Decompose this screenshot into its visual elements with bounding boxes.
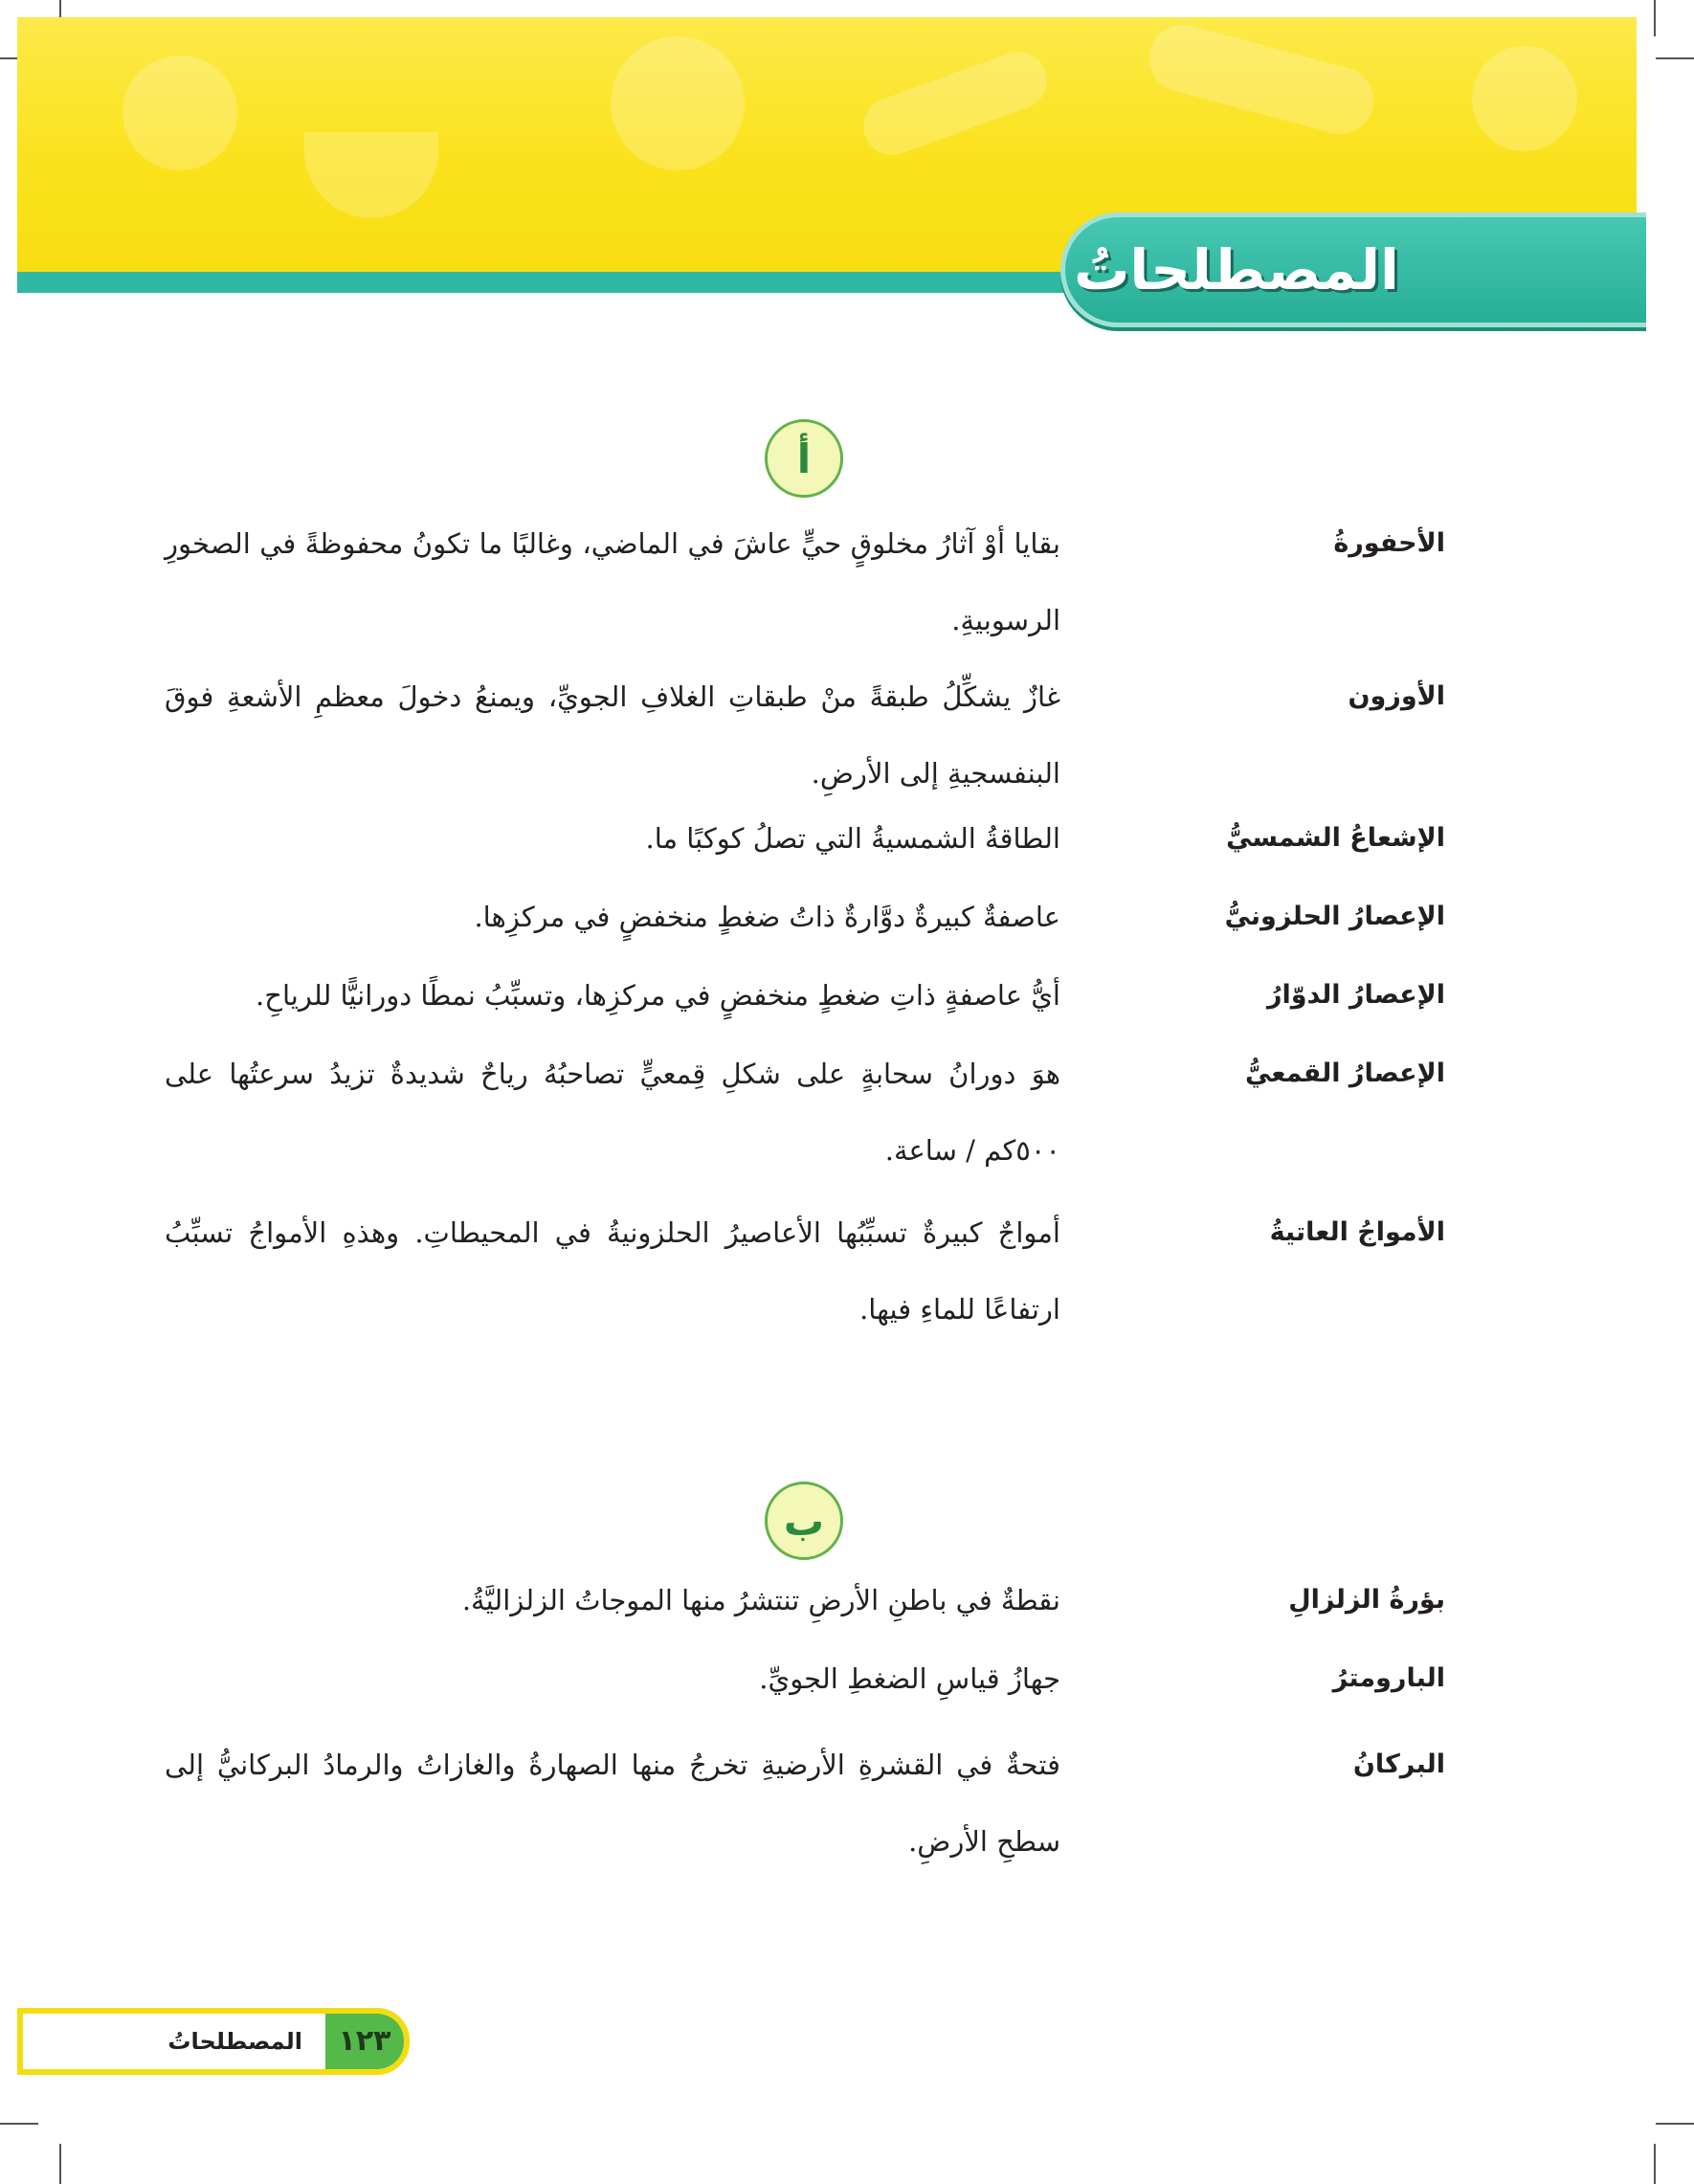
header-decoration (611, 36, 745, 170)
glossary-definition: بقايا أوْ آثارُ مخلوقٍ حيٍّ عاشَ في الماضي، وغالبًا ما تكونُ محفوظةً في الصخورِ الرسوبيةِ. (165, 527, 1060, 636)
header-decoration (856, 44, 1055, 164)
crop-mark (1654, 0, 1656, 36)
glossary-definition: الطاقةُ الشمسيةُ التي تصلُ كوكبًا ما. (645, 822, 1060, 855)
glossary-term: البارومترُ (1332, 1663, 1445, 1693)
page-number: ١٢٣ (325, 2014, 404, 2069)
footer-label: المصطلحاتُ (167, 2028, 302, 2055)
glossary-definition: جهازُ قياسِ الضغطِ الجويِّ. (759, 1662, 1060, 1695)
crop-mark (1656, 57, 1694, 59)
glossary-definition: هوَ دورانُ سحابةٍ على شكلِ قِمعيٍّ تصاحبُهُ رياحٌ شديدةٌ تزيدُ سرعتُها على ٥٠٠كم / ساعة. (165, 1058, 1060, 1167)
glossary-term: الإشعاعُ الشمسيُّ (1226, 823, 1445, 853)
crop-mark (1656, 2123, 1694, 2125)
glossary-term: الأوزون (1348, 681, 1445, 711)
crop-mark (59, 2144, 61, 2184)
section-letter-circle: أ (765, 419, 843, 498)
glossary-term: الأحفورةُ (1333, 528, 1445, 558)
glossary-term: بؤرةُ الزلزالِ (1288, 1585, 1445, 1615)
page-title: المصطلحاتُ (1074, 237, 1399, 302)
crop-mark (0, 2123, 38, 2125)
glossary-term: البركانُ (1352, 1749, 1445, 1779)
glossary-definition: غازٌ يشكِّلُ طبقةً منْ طبقاتِ الغلافِ الجويِّ، ويمنعُ دخولَ معظمِ الأشعةِ فوقَ البنفسجيةِ إلى الأرضِ. (165, 680, 1060, 790)
header-decoration (123, 56, 237, 170)
glossary-definition: عاصفةٌ كبيرةٌ دوَّارةٌ ذاتُ ضغطٍ منخفضٍ في مركزِها. (474, 901, 1060, 933)
glossary-term: الإعصارُ القمعيُّ (1245, 1059, 1445, 1088)
glossary-definition: فتحةٌ في القشرةِ الأرضيةِ تخرجُ منها الصهارةُ والغازاتُ والرمادُ البركانيُّ إلى سطحِ الأرضِ. (165, 1749, 1060, 1858)
header-decoration (1472, 46, 1577, 151)
glossary-term: الإعصارُ الدوّارُ (1266, 980, 1445, 1010)
section-letter-circle: ب (765, 1482, 843, 1560)
glossary-term: الأمواجُ العاتيةُ (1269, 1217, 1445, 1247)
glossary-term: الإعصارُ الحلزونيُّ (1224, 902, 1445, 931)
glossary-definition: أمواجٌ كبيرةٌ تسبِّبُها الأعاصيرُ الحلزونيةُ في المحيطاتِ. وهذهِ الأمواجُ تسبِّبُ ارتفاعًا للماءِ فيها. (165, 1216, 1060, 1326)
glossary-definition: نقطةٌ في باطنِ الأرضِ تنتشرُ منها الموجاتُ الزلزاليَّةُ. (461, 1584, 1060, 1616)
header-decoration (1142, 17, 1381, 142)
glossary-definition: أيُّ عاصفةٍ ذاتِ ضغطٍ منخفضٍ في مركزِها، وتسبِّبُ نمطًا دورانيًّا للرياحِ. (256, 979, 1060, 1012)
crop-mark (1654, 2144, 1656, 2184)
header-decoration (304, 132, 438, 218)
